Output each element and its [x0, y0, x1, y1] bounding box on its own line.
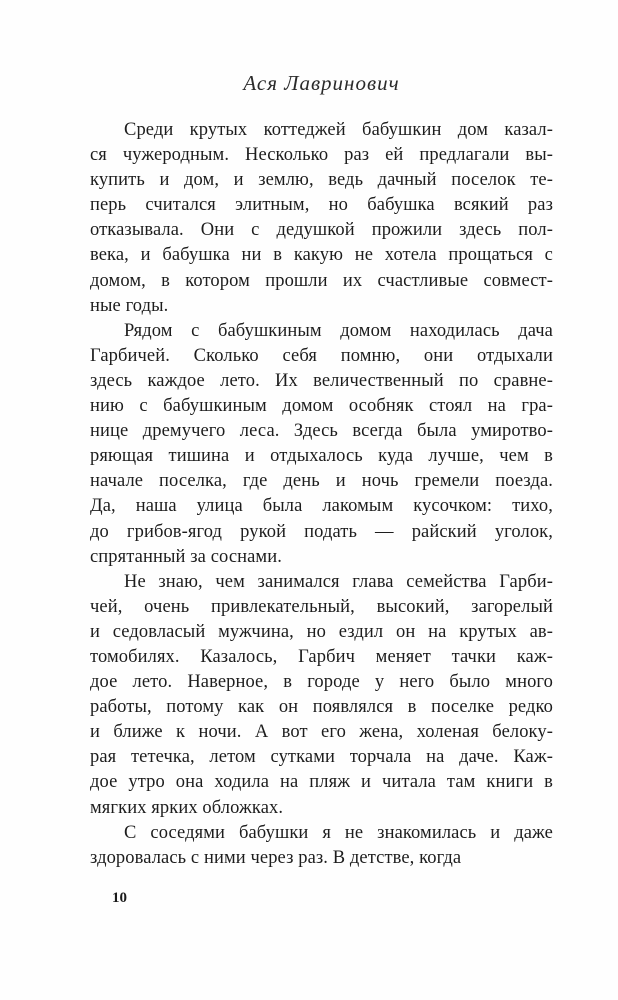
text-line: ся чужеродным. Несколько раз ей предлагали вы-	[90, 145, 553, 166]
text-line: Не знаю, чем занимался глава семейства Гарби-	[124, 571, 553, 592]
running-header-author: Ася Лавринович	[243, 71, 400, 95]
text-line: века, и бабушка ни в какую не хотела прощаться с	[90, 245, 553, 266]
text-line: ряющая тишина и отдыхалось куда лучше, чем в	[90, 446, 553, 467]
paragraph	[90, 319, 553, 570]
text-line: Гарбичей. Сколько себя помню, они отдыхали	[90, 345, 553, 366]
text-line: здоровалась с ними через раз. В детстве, когда	[90, 847, 462, 868]
text-line: Да, наша улица была лакомым кусочком: тихо,	[90, 496, 553, 517]
text-line: нию с бабушкиным домом особняк стоял на гра-	[90, 396, 553, 417]
text-line: мягких ярких обложках.	[90, 797, 284, 818]
text-line: томобилях. Казалось, Гарбич меняет тачки каж-	[90, 646, 553, 667]
page-number: 10	[112, 890, 127, 906]
text-line: С соседями бабушки я не знакомилась и даже	[124, 822, 553, 843]
text-line: нице дремучего леса. Здесь всегда была умиротво-	[90, 421, 553, 442]
paragraph	[90, 570, 553, 821]
text-line: дое лето. Наверное, в городе у него было много	[90, 672, 553, 693]
text-line: Рядом с бабушкиным домом находилась дача	[124, 320, 553, 341]
text-line: перь считался элитным, но бабушка всякий раз	[90, 195, 553, 216]
text-line: до грибов-ягод рукой подать — райский уголок,	[90, 521, 553, 542]
text-line: ные годы.	[90, 295, 169, 316]
paragraph	[90, 118, 553, 319]
text-line: Среди крутых коттеджей бабушкин дом казал-	[124, 120, 553, 140]
text-line: и седовласый мужчина, но ездил он на крутых ав-	[90, 621, 553, 642]
text-line: рая тетечка, летом сутками торчала на даче. Каж-	[90, 747, 553, 768]
text-line: дое утро она ходила на пляж и читала там книги в	[90, 772, 553, 793]
paragraph	[90, 821, 553, 871]
body-text-block	[90, 118, 553, 871]
text-line: купить и дом, и землю, ведь дачный поселок те-	[90, 170, 553, 191]
text-line: начале поселка, где день и ночь гремели поезда.	[90, 471, 553, 492]
text-line: и ближе к ночи. А вот его жена, холеная белоку-	[90, 722, 553, 743]
text-line: работы, потому как он появлялся в поселке редко	[90, 697, 553, 718]
text-line: чей, очень привлекательный, высокий, загорелый	[90, 596, 553, 617]
text-line: домом, в котором прошли их счастливые совмест-	[90, 270, 553, 291]
text-line: здесь каждое лето. Их величественный по сравне-	[90, 370, 553, 391]
text-line: отказывала. Они с дедушкой прожили здесь пол-	[90, 220, 553, 241]
text-line: спрятанный за соснами.	[90, 546, 282, 567]
